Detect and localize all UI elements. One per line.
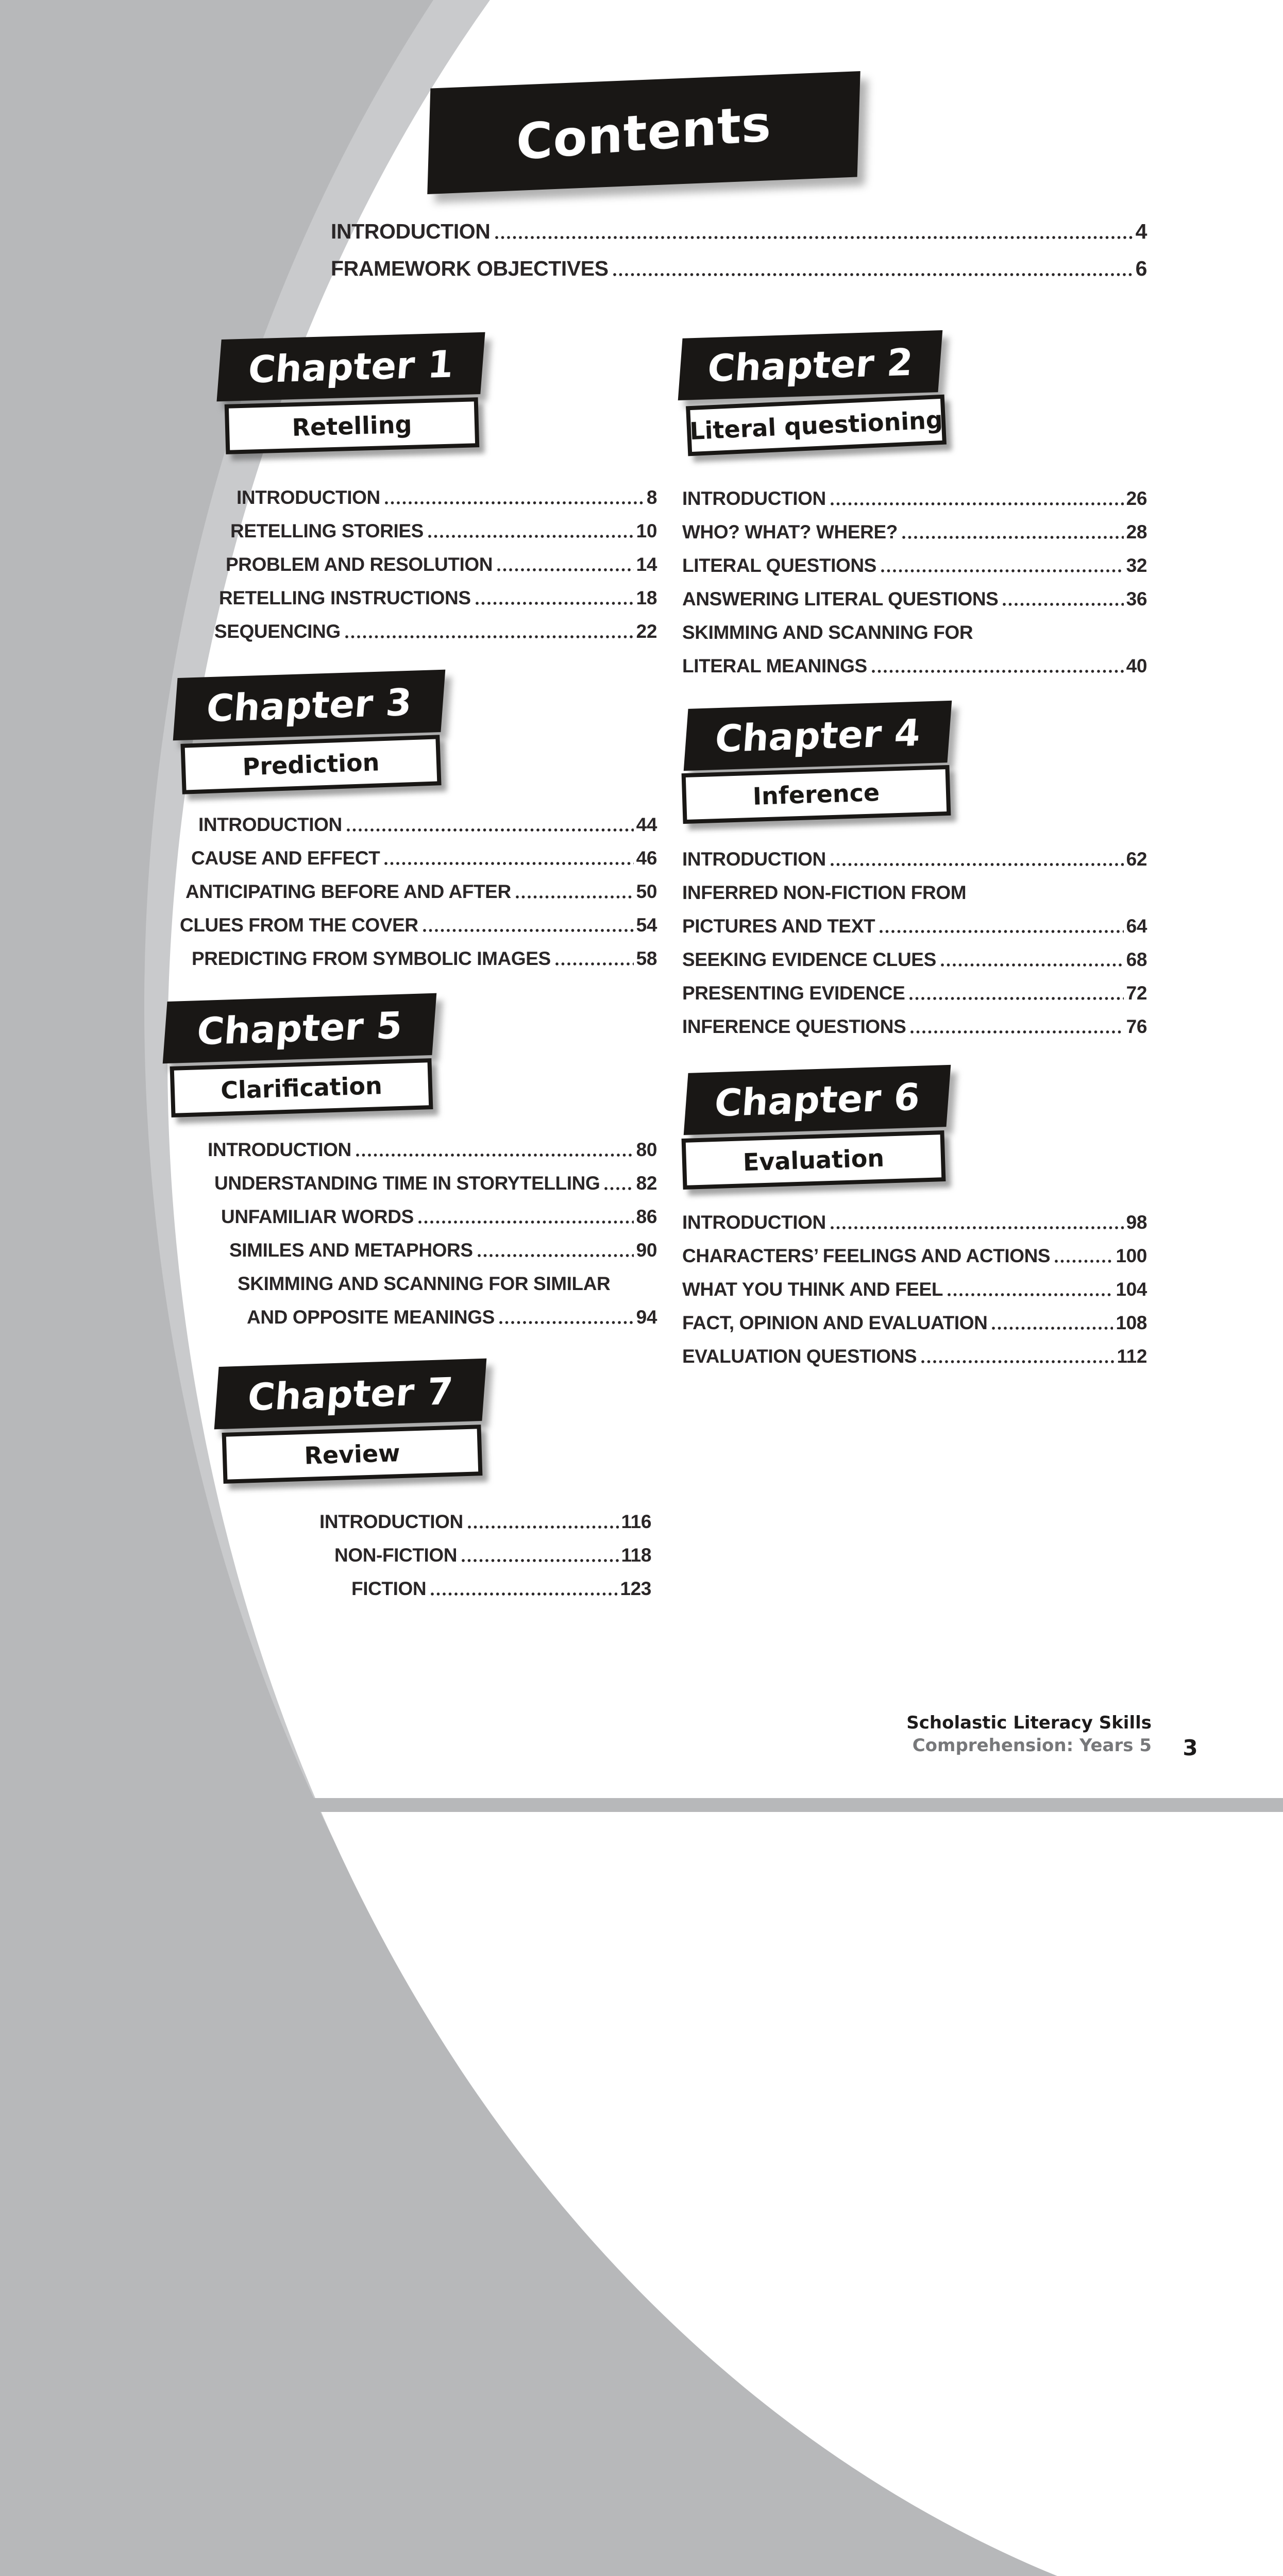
bottom-gray-bar bbox=[0, 1798, 1283, 1812]
toc-entry-page: 76 bbox=[1126, 1016, 1147, 1038]
footer-series: Scholastic Literacy Skills bbox=[906, 1713, 1152, 1733]
toc-entry-page: 100 bbox=[1116, 1245, 1147, 1267]
toc-entry-label: INTRODUCTION bbox=[682, 488, 826, 510]
dot-leader bbox=[468, 1526, 619, 1529]
toc-entry bbox=[682, 1343, 1147, 1367]
toc-entry-label: UNDERSTANDING TIME IN STORYTELLING bbox=[214, 1173, 600, 1194]
toc-entry bbox=[237, 484, 657, 508]
toc-entry-label: FRAMEWORK OBJECTIVES bbox=[331, 256, 609, 280]
dot-leader bbox=[831, 502, 1124, 505]
chapter-banner-title: Chapter 1 bbox=[246, 342, 455, 392]
chapter-banner-title: Chapter 2 bbox=[706, 340, 915, 391]
toc-entry-label: SEQUENCING bbox=[214, 621, 341, 642]
dot-leader bbox=[1055, 1260, 1113, 1263]
toc-entry-label: SKIMMING AND SCANNING FOR bbox=[682, 622, 973, 643]
contents-title-banner bbox=[427, 71, 860, 194]
toc-entry-page: 123 bbox=[620, 1578, 651, 1600]
toc-entry bbox=[682, 552, 1147, 576]
dot-leader bbox=[909, 997, 1123, 1000]
toc-entry bbox=[221, 1203, 657, 1227]
toc-entry bbox=[219, 584, 657, 608]
toc-entry-label: CLUES FROM THE COVER bbox=[180, 914, 418, 936]
chapter-banner bbox=[216, 332, 485, 402]
chapter-banner-title: Chapter 5 bbox=[195, 1003, 404, 1054]
chapter-topic-text: Retelling bbox=[291, 410, 413, 442]
toc-entry-label: CHARACTERS’ FEELINGS AND ACTIONS bbox=[682, 1245, 1051, 1267]
chapter-topic-text: Clarification bbox=[220, 1071, 383, 1105]
toc-entry-page: 40 bbox=[1126, 655, 1147, 677]
dot-leader bbox=[831, 1226, 1124, 1229]
toc-entry bbox=[682, 912, 1147, 937]
toc-entry-page: 118 bbox=[621, 1545, 651, 1566]
toc-entry bbox=[682, 485, 1147, 509]
dot-leader bbox=[431, 1592, 617, 1596]
toc-entry bbox=[208, 1136, 657, 1160]
dot-leader bbox=[423, 929, 634, 932]
chapter-banner-title: Chapter 3 bbox=[205, 680, 414, 730]
toc-entry-page: 44 bbox=[636, 814, 657, 836]
chapter-topic-text: Evaluation bbox=[742, 1144, 885, 1176]
chapter-topic-text: Inference bbox=[752, 778, 880, 810]
toc-entry bbox=[334, 1541, 651, 1566]
toc-entry-label: FICTION bbox=[351, 1578, 427, 1600]
toc-entry-page: 116 bbox=[621, 1511, 651, 1533]
dot-leader bbox=[921, 1360, 1114, 1363]
toc-entry bbox=[192, 945, 657, 969]
toc-entry bbox=[682, 1276, 1147, 1300]
toc-entry bbox=[319, 1508, 651, 1532]
toc-entry bbox=[331, 256, 1147, 280]
toc-entry-page: 90 bbox=[636, 1240, 657, 1261]
dot-leader bbox=[555, 962, 634, 965]
toc-entry bbox=[351, 1575, 651, 1599]
toc-entry-label: INTRODUCTION bbox=[208, 1139, 351, 1161]
chapter-banner bbox=[173, 670, 446, 741]
toc-entry-label: AND OPPOSITE MEANINGS bbox=[247, 1307, 495, 1328]
toc-entry bbox=[180, 911, 657, 936]
toc-entry-label: LITERAL QUESTIONS bbox=[682, 555, 876, 577]
toc-entry-page: 14 bbox=[636, 554, 657, 575]
dot-leader bbox=[604, 1187, 633, 1190]
dot-leader bbox=[495, 236, 1133, 239]
dot-leader bbox=[462, 1559, 618, 1562]
toc-entry-page: 50 bbox=[636, 881, 657, 903]
toc-entry-label: CAUSE AND EFFECT bbox=[191, 848, 380, 869]
toc-entry bbox=[682, 879, 1147, 903]
toc-entry-label: INTRODUCTION bbox=[682, 849, 826, 870]
toc-entry-label: EVALUATION QUESTIONS bbox=[682, 1346, 917, 1367]
chapter-banner bbox=[684, 1065, 951, 1135]
toc-entry bbox=[230, 517, 657, 541]
chapter-topic-label bbox=[682, 765, 951, 824]
toc-entry-page: 4 bbox=[1135, 219, 1147, 243]
chapter-banner bbox=[163, 993, 437, 1064]
toc-entry-page: 68 bbox=[1126, 949, 1147, 971]
dot-leader bbox=[910, 1030, 1123, 1033]
toc-entry-label: PICTURES AND TEXT bbox=[682, 916, 875, 937]
toc-entry-page: 8 bbox=[646, 487, 657, 509]
chapter-topic-label bbox=[180, 735, 441, 794]
toc-entry-page: 108 bbox=[1116, 1312, 1147, 1334]
toc-entry bbox=[198, 811, 657, 835]
dot-leader bbox=[992, 1327, 1113, 1330]
toc-entry bbox=[229, 1236, 657, 1261]
dot-leader bbox=[880, 930, 1123, 933]
toc-entry-label: INTRODUCTION bbox=[198, 814, 342, 836]
page-title: Contents bbox=[516, 94, 772, 172]
chapter-topic-label bbox=[170, 1058, 433, 1117]
chapter-topic-label bbox=[225, 397, 480, 454]
chapter-banner-title: Chapter 6 bbox=[713, 1075, 922, 1125]
dot-leader bbox=[499, 1321, 634, 1324]
toc-entry-label: FACT, OPINION AND EVALUATION bbox=[682, 1312, 988, 1334]
toc-entry-label: SKIMMING AND SCANNING FOR SIMILAR bbox=[238, 1273, 611, 1295]
toc-entry-label: SIMILES AND METAPHORS bbox=[229, 1240, 473, 1261]
toc-entry-label: WHO? WHAT? WHERE? bbox=[682, 521, 898, 543]
dot-leader bbox=[478, 1254, 634, 1257]
page-number: 3 bbox=[1183, 1735, 1198, 1760]
toc-entry bbox=[214, 1170, 657, 1194]
toc-entry bbox=[185, 878, 657, 902]
toc-entry-page: 26 bbox=[1126, 488, 1147, 510]
toc-entry-label: INTRODUCTION bbox=[682, 1212, 826, 1233]
toc-entry-label: PROBLEM AND RESOLUTION bbox=[226, 554, 493, 575]
dot-leader bbox=[497, 568, 634, 571]
dot-leader bbox=[384, 862, 633, 865]
toc-entry bbox=[682, 979, 1147, 1004]
toc-entry-label: SEEKING EVIDENCE CLUES bbox=[682, 949, 936, 971]
chapter-banner bbox=[214, 1359, 487, 1430]
toc-entry bbox=[214, 618, 657, 642]
footer bbox=[773, 1711, 1152, 1757]
toc-entry-label: UNFAMILIAR WORDS bbox=[221, 1206, 414, 1228]
dot-leader bbox=[941, 963, 1124, 967]
toc-entry-label: RETELLING INSTRUCTIONS bbox=[219, 587, 471, 609]
chapter-topic-text: Review bbox=[303, 1438, 401, 1470]
toc-entry bbox=[682, 619, 1147, 643]
dot-leader bbox=[872, 670, 1124, 673]
toc-entry-label: INTRODUCTION bbox=[331, 219, 491, 243]
dot-leader bbox=[1003, 603, 1123, 606]
dot-leader bbox=[428, 535, 634, 538]
chapter-banner bbox=[684, 701, 952, 771]
toc-entry bbox=[682, 585, 1147, 609]
toc-entry-page: 86 bbox=[636, 1206, 657, 1228]
toc-entry-page: 18 bbox=[636, 587, 657, 609]
toc-entry bbox=[191, 844, 657, 869]
toc-entry-page: 112 bbox=[1117, 1346, 1147, 1367]
toc-entry bbox=[682, 1242, 1147, 1266]
toc-entry-page: 72 bbox=[1126, 982, 1147, 1004]
toc-entry bbox=[331, 218, 1147, 243]
toc-entry-label: RETELLING STORIES bbox=[230, 520, 424, 542]
toc-entry bbox=[682, 1309, 1147, 1333]
toc-entry-page: 28 bbox=[1126, 521, 1147, 543]
toc-entry-label: ANTICIPATING BEFORE AND AFTER bbox=[185, 881, 511, 903]
dot-leader bbox=[385, 501, 644, 504]
toc-entry bbox=[682, 518, 1147, 543]
toc-entry bbox=[682, 652, 1147, 676]
toc-entry-label: INTRODUCTION bbox=[237, 487, 380, 509]
chapter-banner-title: Chapter 7 bbox=[246, 1369, 455, 1419]
toc-entry-page: 46 bbox=[636, 848, 657, 869]
toc-entry-page: 98 bbox=[1126, 1212, 1147, 1233]
chapter-banner bbox=[678, 330, 943, 400]
chapter-topic-label bbox=[222, 1425, 483, 1484]
toc-entry-label: INTRODUCTION bbox=[319, 1511, 463, 1533]
dot-leader bbox=[347, 828, 634, 832]
toc-entry-label: INFERENCE QUESTIONS bbox=[682, 1016, 906, 1038]
toc-entry-label: LITERAL MEANINGS bbox=[682, 655, 867, 677]
footer-subtitle: Comprehension: Years 5 bbox=[912, 1735, 1152, 1756]
dot-leader bbox=[948, 1293, 1113, 1296]
dot-leader bbox=[831, 863, 1124, 866]
dot-leader bbox=[881, 569, 1124, 572]
toc-entry-label: PREDICTING FROM SYMBOLIC IMAGES bbox=[192, 948, 551, 970]
toc-entry-page: 10 bbox=[636, 520, 657, 542]
chapter-topic-label bbox=[682, 1130, 946, 1190]
toc-entry bbox=[238, 1270, 657, 1294]
chapter-banner-title: Chapter 4 bbox=[713, 710, 922, 761]
toc-entry-page: 104 bbox=[1116, 1279, 1147, 1300]
dot-leader bbox=[476, 602, 634, 605]
dot-leader bbox=[516, 895, 634, 899]
toc-entry-label: ANSWERING LITERAL QUESTIONS bbox=[682, 588, 999, 610]
toc-entry-page: 36 bbox=[1126, 588, 1147, 610]
toc-entry-page: 62 bbox=[1126, 849, 1147, 870]
toc-entry-label: WHAT YOU THINK AND FEEL bbox=[682, 1279, 943, 1300]
toc-entry-page: 22 bbox=[636, 621, 657, 642]
toc-entry-page: 58 bbox=[636, 948, 657, 970]
dot-leader bbox=[613, 273, 1133, 276]
toc-entry-page: 82 bbox=[636, 1173, 657, 1194]
dot-leader bbox=[902, 536, 1124, 539]
toc-entry bbox=[682, 1209, 1147, 1233]
toc-entry-label: INFERRED NON-FICTION FROM bbox=[682, 882, 967, 904]
dot-leader bbox=[345, 635, 634, 638]
chapter-topic-text: Literal questioning bbox=[689, 405, 943, 445]
dot-leader bbox=[356, 1154, 634, 1157]
dot-leader bbox=[418, 1221, 634, 1224]
toc-entry-label: PRESENTING EVIDENCE bbox=[682, 982, 905, 1004]
toc-entry-label: NON-FICTION bbox=[334, 1545, 458, 1566]
toc-entry bbox=[682, 1013, 1147, 1037]
chapter-topic-text: Prediction bbox=[242, 748, 380, 781]
toc-entry-page: 32 bbox=[1126, 555, 1147, 577]
toc-entry bbox=[226, 551, 657, 575]
toc-entry-page: 80 bbox=[636, 1139, 657, 1161]
toc-entry-page: 6 bbox=[1135, 256, 1147, 280]
toc-entry bbox=[682, 845, 1147, 870]
toc-entry-page: 64 bbox=[1126, 916, 1147, 937]
toc-entry-page: 94 bbox=[636, 1307, 657, 1328]
toc-entry bbox=[682, 946, 1147, 970]
toc-entry bbox=[247, 1303, 657, 1328]
toc-entry-page: 54 bbox=[636, 914, 657, 936]
